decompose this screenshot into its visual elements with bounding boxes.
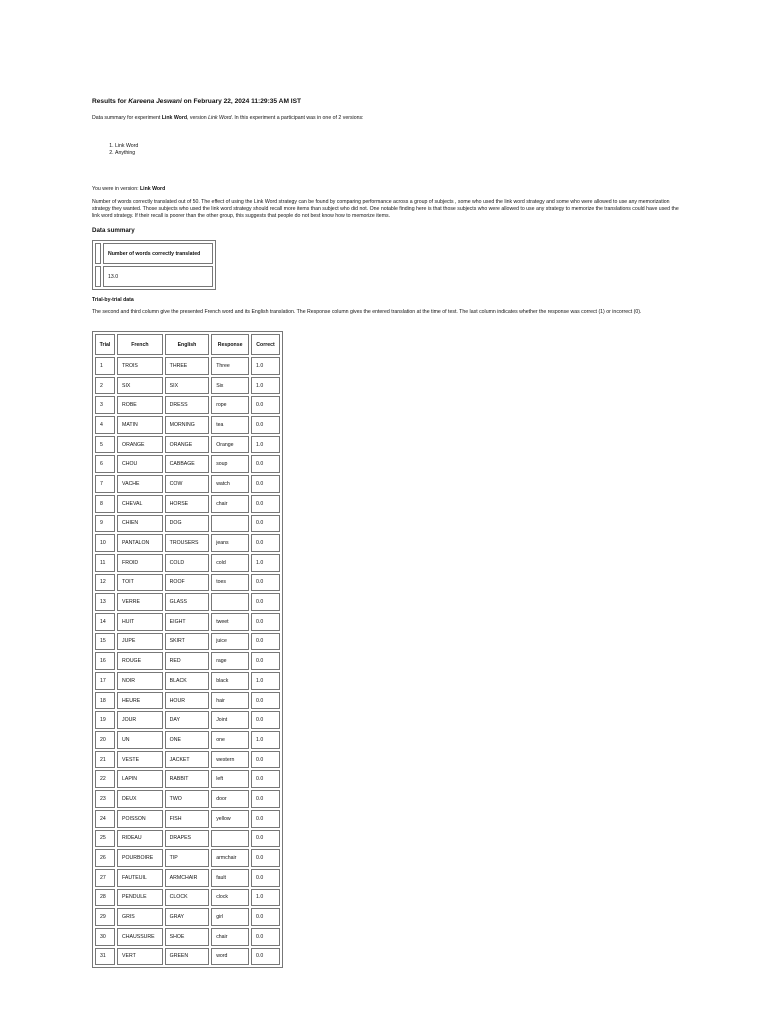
english-word-cell: SKIRT <box>165 633 210 651</box>
french-word-cell: GRIS <box>117 908 163 926</box>
trial-number-cell: 21 <box>95 751 115 769</box>
intro-part-1: Data summary for experiment <box>92 115 162 121</box>
correct-cell: 0.0 <box>251 574 280 592</box>
trial-number-cell: 31 <box>95 948 115 966</box>
correct-cell: 0.0 <box>251 692 280 710</box>
english-column-header: English <box>165 334 210 355</box>
french-word-cell: FAUTEUIL <box>117 869 163 887</box>
english-word-cell: MORNING <box>165 416 210 434</box>
version-item: 1. Link Word <box>115 143 682 150</box>
french-word-cell: HEURE <box>117 692 163 710</box>
english-word-cell: CABBAGE <box>165 455 210 473</box>
english-word-cell: SHOE <box>165 928 210 946</box>
trial-number-cell: 10 <box>95 534 115 552</box>
trial-number-cell: 7 <box>95 475 115 493</box>
correct-cell: 0.0 <box>251 633 280 651</box>
table-row <box>95 593 280 611</box>
correct-cell: 0.0 <box>251 751 280 769</box>
correct-cell: 0.0 <box>251 613 280 631</box>
correct-cell: 1.0 <box>251 357 280 375</box>
response-cell: hair <box>211 692 249 710</box>
correct-cell: 0.0 <box>251 475 280 493</box>
french-word-cell: NOIR <box>117 672 163 690</box>
table-row <box>95 652 280 670</box>
table-row <box>95 849 280 867</box>
french-word-cell: FROID <box>117 554 163 572</box>
response-cell: juice <box>211 633 249 651</box>
results-page <box>92 98 682 968</box>
trial-number-cell: 16 <box>95 652 115 670</box>
english-word-cell: HOUR <box>165 692 210 710</box>
french-word-cell: PANTALON <box>117 534 163 552</box>
correct-cell: 0.0 <box>251 928 280 946</box>
title-date: on February 22, 2024 11:29:35 AM IST <box>181 98 302 105</box>
intro-text <box>92 115 682 122</box>
english-word-cell: CLOCK <box>165 889 210 907</box>
response-cell: jeans <box>211 534 249 552</box>
table-row <box>95 928 280 946</box>
french-word-cell: UN <box>117 731 163 749</box>
response-cell: chair <box>211 495 249 513</box>
trial-number-cell: 29 <box>95 908 115 926</box>
table-row <box>95 790 280 808</box>
french-word-cell: TROIS <box>117 357 163 375</box>
french-word-cell: MATIN <box>117 416 163 434</box>
correct-cell: 0.0 <box>251 455 280 473</box>
english-word-cell: FISH <box>165 810 210 828</box>
summary-value-row <box>95 266 213 287</box>
title-prefix: Results for <box>92 98 129 105</box>
english-word-cell: HORSE <box>165 495 210 513</box>
trial-number-cell: 8 <box>95 495 115 513</box>
response-cell: Six <box>211 377 249 395</box>
response-cell <box>211 593 249 611</box>
table-row <box>95 948 280 966</box>
response-cell: rope <box>211 396 249 414</box>
trial-number-cell: 14 <box>95 613 115 631</box>
response-cell: watch <box>211 475 249 493</box>
french-word-cell: ORANGE <box>117 436 163 454</box>
response-cell <box>211 830 249 848</box>
page-title <box>92 98 682 106</box>
trial-number-cell: 4 <box>95 416 115 434</box>
trial-number-cell: 12 <box>95 574 115 592</box>
response-cell: clock <box>211 889 249 907</box>
table-row <box>95 396 280 414</box>
french-word-cell: HUIT <box>117 613 163 631</box>
assigned-version-value: Link Word <box>139 186 166 192</box>
table-row <box>95 830 280 848</box>
trial-number-cell: 30 <box>95 928 115 946</box>
english-word-cell: TIP <box>165 849 210 867</box>
correct-cell: 0.0 <box>251 869 280 887</box>
version-item: 2. Anything <box>115 150 682 157</box>
english-word-cell: DRAPES <box>165 830 210 848</box>
trial-number-cell: 1 <box>95 357 115 375</box>
english-word-cell: GRAY <box>165 908 210 926</box>
french-word-cell: JUPE <box>117 633 163 651</box>
trial-table-header-row <box>95 334 280 355</box>
trial-number-cell: 24 <box>95 810 115 828</box>
assigned-version <box>92 186 682 193</box>
english-word-cell: ROOF <box>165 574 210 592</box>
trial-number-cell: 27 <box>95 869 115 887</box>
french-word-cell: JOUR <box>117 711 163 729</box>
english-word-cell: RED <box>165 652 210 670</box>
trial-table <box>92 331 283 968</box>
table-row <box>95 751 280 769</box>
correct-cell: 0.0 <box>251 534 280 552</box>
trial-number-cell: 9 <box>95 515 115 533</box>
response-cell: word <box>211 948 249 966</box>
intro-part-2: , version <box>187 115 209 121</box>
table-row <box>95 613 280 631</box>
correct-cell: 0.0 <box>251 948 280 966</box>
correct-cell: 1.0 <box>251 436 280 454</box>
english-word-cell: EIGHT <box>165 613 210 631</box>
english-word-cell: SIX <box>165 377 210 395</box>
french-word-cell: RIDEAU <box>117 830 163 848</box>
response-cell: black <box>211 672 249 690</box>
correct-cell: 0.0 <box>251 593 280 611</box>
table-row <box>95 455 280 473</box>
intro-part-3: . In this experiment a participant was in one of 2 versions: <box>231 115 364 121</box>
english-word-cell: THREE <box>165 357 210 375</box>
trial-number-cell: 2 <box>95 377 115 395</box>
french-word-cell: CHOU <box>117 455 163 473</box>
english-word-cell: RABBIT <box>165 770 210 788</box>
trial-column-header: Trial <box>95 334 115 355</box>
correct-cell: 0.0 <box>251 711 280 729</box>
response-cell: fault <box>211 869 249 887</box>
trial-table-body <box>95 357 280 965</box>
response-cell: Orange <box>211 436 249 454</box>
correct-cell: 1.0 <box>251 731 280 749</box>
data-summary-heading: Data summary <box>92 227 135 234</box>
trial-number-cell: 28 <box>95 889 115 907</box>
table-row <box>95 711 280 729</box>
french-column-header: French <box>117 334 163 355</box>
table-row <box>95 692 280 710</box>
participant-name: Kareena Jeswani <box>128 98 182 105</box>
experiment-description: Number of words correctly translated out of 50. The effect of using the Link Word strategy can be found by comparing performance across a group of subjects , some who used the link word strategy and some who were allowed to use any memorization strategy they wanted. Those subjects who used the link word strategy should recall more items than subject who did not. One notable finding here is that those subjects who were allowed to use any strategy to memorize the translations could have used the link word strategy. If their recall is poorer than the other group, this suggests that people do not best know how to memorize items. <box>92 199 679 219</box>
correct-cell: 0.0 <box>251 416 280 434</box>
version-name: Link Word <box>208 115 232 121</box>
table-row <box>95 357 280 375</box>
response-column-header: Response <box>211 334 249 355</box>
correct-cell: 1.0 <box>251 554 280 572</box>
table-row <box>95 515 280 533</box>
response-cell: one <box>211 731 249 749</box>
french-word-cell: ROUGE <box>117 652 163 670</box>
response-cell: door <box>211 790 249 808</box>
correct-cell: 0.0 <box>251 790 280 808</box>
correct-cell: 0.0 <box>251 515 280 533</box>
table-row <box>95 377 280 395</box>
english-word-cell: DAY <box>165 711 210 729</box>
correct-cell: 1.0 <box>251 889 280 907</box>
english-word-cell: GREEN <box>165 948 210 966</box>
trial-number-cell: 15 <box>95 633 115 651</box>
trial-number-cell: 20 <box>95 731 115 749</box>
english-word-cell: DRESS <box>165 396 210 414</box>
trial-data-heading: Trial-by-trial data <box>92 297 134 303</box>
correct-cell: 0.0 <box>251 830 280 848</box>
french-word-cell: SIX <box>117 377 163 395</box>
response-cell: soup <box>211 455 249 473</box>
summary-blank-cell <box>95 243 101 264</box>
correct-cell: 0.0 <box>251 810 280 828</box>
table-row <box>95 731 280 749</box>
trial-number-cell: 11 <box>95 554 115 572</box>
french-word-cell: VERT <box>117 948 163 966</box>
trial-number-cell: 17 <box>95 672 115 690</box>
french-word-cell: POISSON <box>117 810 163 828</box>
english-word-cell: BLACK <box>165 672 210 690</box>
correct-cell: 0.0 <box>251 652 280 670</box>
trial-number-cell: 26 <box>95 849 115 867</box>
correct-column-header: Correct <box>251 334 280 355</box>
response-cell: left <box>211 770 249 788</box>
response-cell: Joint <box>211 711 249 729</box>
response-cell: yellow <box>211 810 249 828</box>
summary-column-header: Number of words correctly translated <box>103 243 213 264</box>
trial-number-cell: 22 <box>95 770 115 788</box>
english-word-cell: COLD <box>165 554 210 572</box>
english-word-cell: DOG <box>165 515 210 533</box>
table-row <box>95 672 280 690</box>
table-row <box>95 574 280 592</box>
correct-cell: 0.0 <box>251 396 280 414</box>
english-word-cell: TROUSERS <box>165 534 210 552</box>
english-word-cell: ORANGE <box>165 436 210 454</box>
french-word-cell: VERRE <box>117 593 163 611</box>
response-cell: tea <box>211 416 249 434</box>
french-word-cell: LAPIN <box>117 770 163 788</box>
response-cell: girl <box>211 908 249 926</box>
correct-cell: 0.0 <box>251 770 280 788</box>
summary-header-row <box>95 243 213 264</box>
data-summary-table <box>92 240 216 290</box>
trial-number-cell: 23 <box>95 790 115 808</box>
correct-cell: 1.0 <box>251 377 280 395</box>
table-row <box>95 416 280 434</box>
response-cell: toes <box>211 574 249 592</box>
correct-cell: 0.0 <box>251 849 280 867</box>
table-row <box>95 770 280 788</box>
table-row <box>95 475 280 493</box>
french-word-cell: CHIEN <box>117 515 163 533</box>
french-word-cell: TOIT <box>117 574 163 592</box>
trial-number-cell: 25 <box>95 830 115 848</box>
french-word-cell: PENDULE <box>117 889 163 907</box>
french-word-cell: ROBE <box>117 396 163 414</box>
trial-number-cell: 18 <box>95 692 115 710</box>
french-word-cell: VACHE <box>117 475 163 493</box>
french-word-cell: DEUX <box>117 790 163 808</box>
response-cell: Three <box>211 357 249 375</box>
table-row <box>95 889 280 907</box>
french-word-cell: CHAUSSURE <box>117 928 163 946</box>
trial-number-cell: 13 <box>95 593 115 611</box>
table-row <box>95 633 280 651</box>
english-word-cell: JACKET <box>165 751 210 769</box>
experiment-name: Link Word <box>161 115 188 121</box>
table-row <box>95 869 280 887</box>
correct-cell: 0.0 <box>251 908 280 926</box>
correct-cell: 1.0 <box>251 672 280 690</box>
english-word-cell: TWO <box>165 790 210 808</box>
english-word-cell: ONE <box>165 731 210 749</box>
french-word-cell: CHEVAL <box>117 495 163 513</box>
french-word-cell: POURBOIRE <box>117 849 163 867</box>
response-cell: rage <box>211 652 249 670</box>
table-row <box>95 495 280 513</box>
english-word-cell: GLASS <box>165 593 210 611</box>
response-cell: armchair <box>211 849 249 867</box>
response-cell: western <box>211 751 249 769</box>
response-cell <box>211 515 249 533</box>
english-word-cell: ARMCHAIR <box>165 869 210 887</box>
table-row <box>95 436 280 454</box>
trial-number-cell: 3 <box>95 396 115 414</box>
table-row <box>95 810 280 828</box>
table-row <box>95 908 280 926</box>
trial-number-cell: 5 <box>95 436 115 454</box>
response-cell: cold <box>211 554 249 572</box>
summary-blank-cell <box>95 266 101 287</box>
response-cell: chair <box>211 928 249 946</box>
table-row <box>95 554 280 572</box>
table-row <box>95 534 280 552</box>
correct-cell: 0.0 <box>251 495 280 513</box>
assigned-version-prefix: You were in version: <box>92 186 140 192</box>
english-word-cell: COW <box>165 475 210 493</box>
versions-list <box>92 143 682 157</box>
trial-number-cell: 6 <box>95 455 115 473</box>
trial-number-cell: 19 <box>95 711 115 729</box>
french-word-cell: VESTE <box>117 751 163 769</box>
summary-value: 13.0 <box>103 266 213 287</box>
trial-data-description: The second and third column give the presented French word and its English translation. The Response column gives the entered translation at the time of test. The last column indicates whether the response was correct (1) or incorrect (0). <box>92 309 642 315</box>
response-cell: tweet <box>211 613 249 631</box>
